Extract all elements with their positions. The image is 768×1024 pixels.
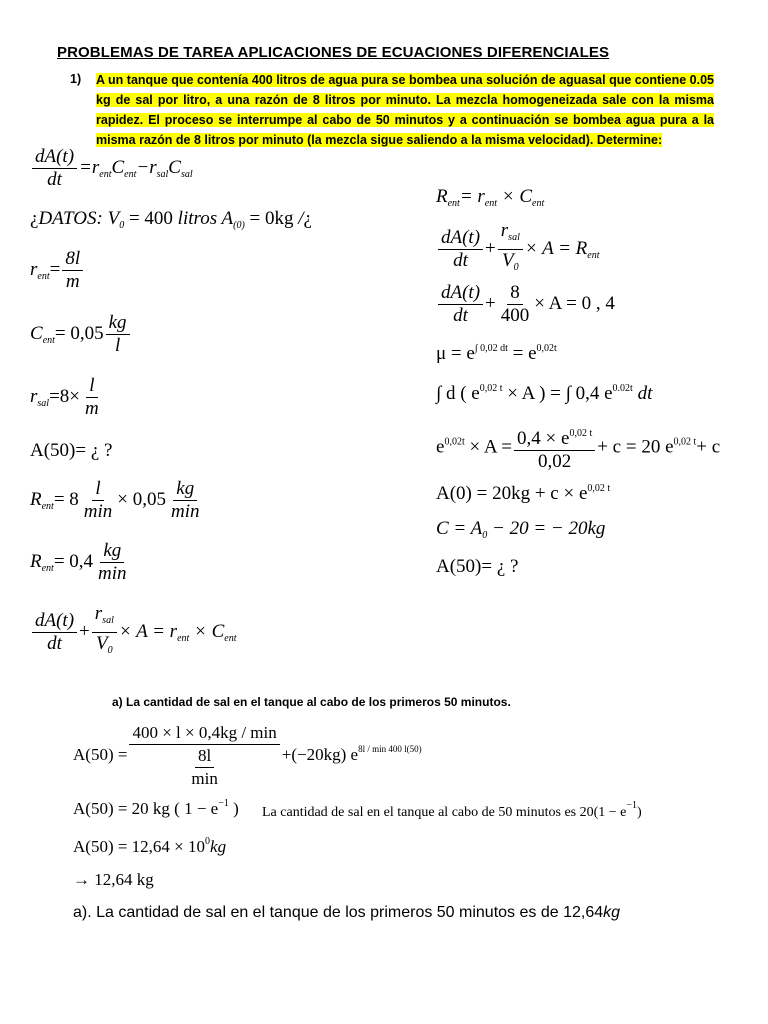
r-ent-value: $r_{ent}=$ $\frac{8l}{m}$: [30, 248, 85, 293]
problem-text: A un tanque que contenía 400 litros de agua pura se bombea una solución de aguasal que contiene 0.05 kg de sal por litro, a una razón de 8 litros por minuto. La mezcla homogeneizada sale con la misma rapidez. El proceso se interrumpe al cabo de 50 minutos y a continuación se bombea agua pura a la misma razón de 8 litros por minuto (la mezcla sigue saliendo a la misma velocidad). Determine:: [96, 73, 714, 147]
datos-line: ¿DATOS: $V_0 = 400$ litros $A_{(0)} = 0kg$ /¿: [30, 208, 312, 231]
a50-question-left: A(50)= ¿ ?: [30, 440, 113, 461]
final-answer: a). La cantidad de sal en el tanque de los primeros 50 minutos es de 12,64kg: [73, 904, 621, 921]
page-title: PROBLEMAS DE TAREA APLICACIONES DE ECUACIONES DIFERENCIALES: [57, 44, 610, 61]
r-sal-value: $r_{sal}=8\times$ $\frac{l}{m}$: [30, 375, 99, 419]
a50-numeric: $A(50) = 12,64 \times 10^0kg$: [73, 836, 227, 856]
linear-ode-left: $\frac{dA(t)}{dt}$ + $\frac{r_{sal}}{V_0}$ × $A = r_{ent} \times C_{ent}$: [30, 603, 237, 662]
a50-substitution: A(50) = $\frac{400 \times l \times 0,4kg / \min}{\frac{8l}{\min}}$ +(−20kg) $e^{8l / min}$ $^{400 l(50)}$: [73, 723, 422, 788]
question-a: a) La cantidad de sal en el tanque al cabo de los primeros 50 minutos.: [112, 695, 511, 709]
linear-ode-numeric: $\frac{dA(t)}{dt}$ + $\frac{8}{400}$ × A = 0 , 4: [436, 282, 615, 327]
initial-condition: $A(0) = 20kg + c \times e^{0,02 t}$: [436, 483, 611, 504]
integrating-factor: $\mu = e^{\int 0,02 dt} = e^{0,02t}$: [436, 343, 557, 364]
linear-ode-right: $\frac{dA(t)}{dt}$ + $\frac{r_{sal}}{V_0}$ × $A = R_{ent}$: [436, 220, 599, 279]
R-ent-result: $R_{ent}= 0,4$ $\frac{kg}{\min}$: [30, 540, 127, 584]
integral-equation: ∫ d ( $e^{0,02 t} \times A$ ) = ∫ 0,4 $e^{0.02t}$ dt: [436, 383, 653, 404]
constant-value: $C = A_0 - 20$ = − 20kg: [436, 518, 606, 541]
R-ent-computation: $R_{ent}= 8$ $\frac{l}{\min}$ × 0,05 $\frac{kg}{\min}$: [30, 478, 200, 522]
general-solution: $e^{0,02t} \times A$ = $\frac{0,4 \times e^{0,02 t}}{0,02}$ + c = 20 $e^{0,02 t}+ c$: [436, 423, 720, 473]
a50-closed-form: A(50) = 20 kg ( $1 - e^{-1}$ ): [73, 798, 239, 818]
c-ent-value: $C_{ent}= 0,05$ $\frac{kg}{l}$: [30, 312, 132, 357]
differential-equation-general: $\frac{dA(t)}{dt}$ $=r_{ent}C_{ent}-r_{sal}C_{sal}$: [30, 146, 193, 191]
a50-arrow-result: → 12,64 kg: [73, 870, 154, 889]
a50-question-right: A(50)= ¿ ?: [436, 556, 519, 577]
result-note: La cantidad de sal en el tanque al cabo de 50 minutos es $20(1 - e^{-1})$: [262, 800, 642, 820]
R-ent-definition: $R_{ent}= r_{ent} \times C_{ent}$: [436, 186, 545, 209]
problem-number: 1): [70, 72, 82, 86]
problem-statement: [96, 70, 714, 150]
